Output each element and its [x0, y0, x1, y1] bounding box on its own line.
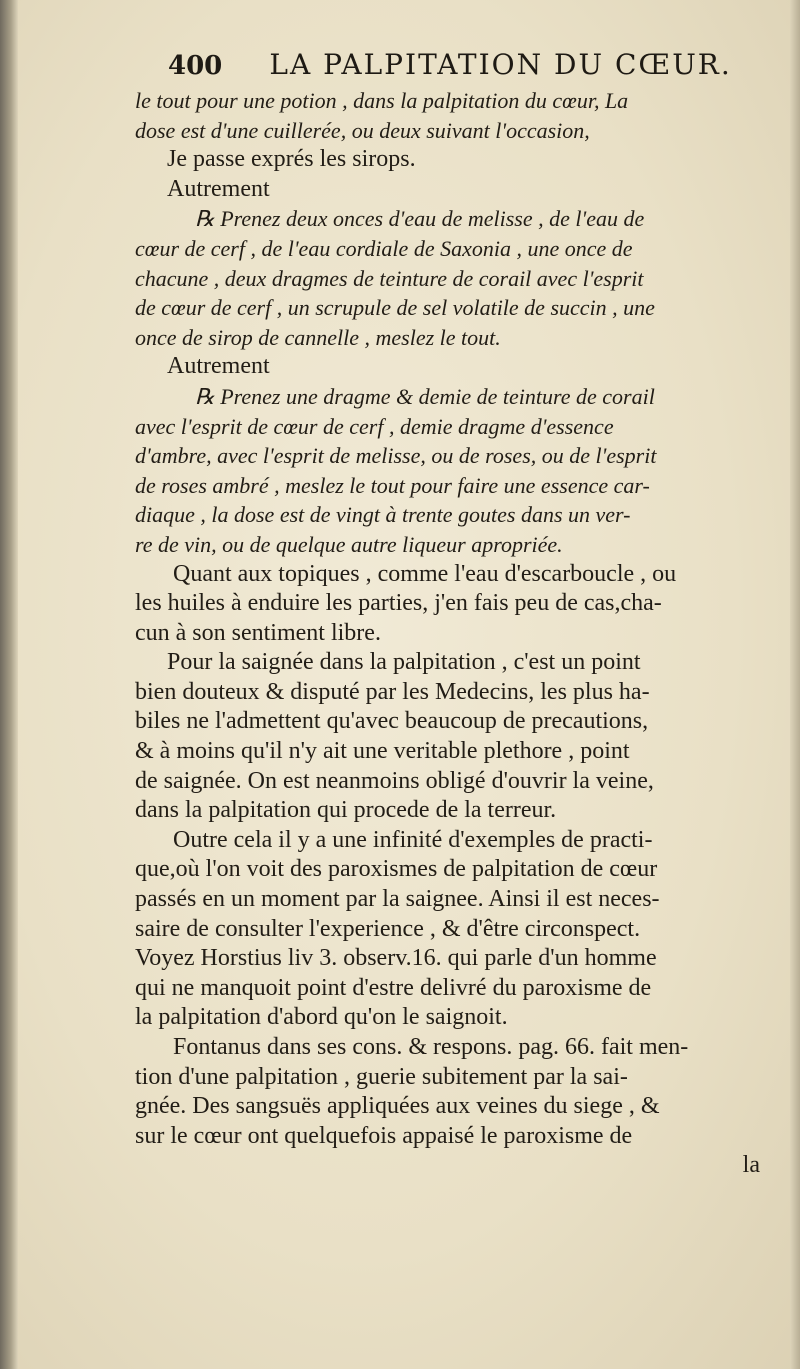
text-line: ℞ Prenez deux onces d'eau de melisse , de l'eau de — [195, 206, 645, 232]
text-line: ℞ Prenez une dragme & demie de teinture de corail — [195, 383, 655, 409]
text-line: d'ambre, avec l'esprit de melisse, ou de roses, ou de l'esprit — [135, 443, 657, 469]
text-line: de saignée. On est neanmoins obligé d'ouvrir la veine, — [135, 767, 654, 794]
text-line: saire de consulter l'experience , & d'être circonspect. — [135, 915, 641, 942]
text-line: passés en un moment par la saignee. Ainsi il est neces- — [135, 886, 660, 913]
page-edge — [790, 0, 800, 1369]
text-line: once de sirop de cannelle , meslez le tout. — [135, 324, 501, 350]
text-line: tion d'une palpitation , guerie subitement par la sai- — [135, 1063, 628, 1090]
text-line: Autrement — [167, 175, 270, 202]
text-line: Autrement — [167, 353, 270, 380]
text-line: Voyez Horstius liv 3. observ.16. qui parle d'un homme — [135, 945, 657, 972]
running-title: LA PALPITATION DU CŒUR. — [269, 48, 732, 81]
text-line: qui ne manquoit point d'estre delivré du paroxisme de — [135, 974, 652, 1001]
page-number: 400 — [168, 51, 223, 81]
text-line: chacune , deux dragmes de teinture de corail avec l'esprit — [135, 265, 644, 291]
text-line: sur le cœur ont quelquefois appaisé le paroxisme de — [135, 1122, 633, 1149]
text-line: Je passe exprés les sirops. — [167, 146, 416, 173]
text-line: re de vin, ou de quelque autre liqueur apropriée. — [135, 531, 563, 557]
text-line: que,où l'on voit des paroxismes de palpitation de cœur — [135, 856, 658, 883]
page-header — [168, 48, 788, 88]
text-line: Quant aux topiques , comme l'eau d'escarboucle , ou — [173, 560, 677, 587]
text-line: bien douteux & disputé par les Medecins, les plus ha- — [135, 678, 650, 705]
text-line: avec l'esprit de cœur de cerf , demie dragme d'essence — [135, 413, 614, 439]
text-line: Pour la saignée dans la palpitation , c'est un point — [167, 649, 641, 676]
text-line: diaque , la dose est de vingt à trente goutes dans un ver- — [135, 502, 631, 528]
body-text — [135, 86, 790, 1181]
text-line: de cœur de cerf , un scrupule de sel volatile de succin , une — [135, 295, 655, 321]
text-line: Outre cela il y a une infinité d'exemples de practi- — [173, 826, 653, 853]
text-line: de roses ambré , meslez le tout pour faire une essence car- — [135, 472, 650, 498]
text-line: cœur de cerf , de l'eau cordiale de Saxonia , une once de — [135, 235, 633, 261]
text-line: les huiles à enduire les parties, j'en fais peu de cas,cha- — [135, 590, 662, 617]
text-line: la palpitation d'abord qu'on le saignoit. — [135, 1004, 508, 1031]
text-line: cun à son sentiment libre. — [135, 619, 381, 646]
page-gutter-shadow — [0, 0, 18, 1369]
text-line: gnée. Des sangsuës appliquées aux veines du siege , & — [135, 1093, 660, 1120]
text-line: le tout pour une potion , dans la palpitation du cœur, La — [135, 88, 629, 113]
text-line: la — [742, 1152, 760, 1179]
text-line: & à moins qu'il n'y ait une veritable plethore , point — [135, 738, 630, 765]
text-line: Fontanus dans ses cons. & respons. pag. 66. fait men- — [173, 1034, 689, 1060]
text-line: biles ne l'admettent qu'avec beaucoup de precautions, — [135, 708, 649, 735]
text-line: dose est d'une cuillerée, ou deux suivant l'occasion, — [135, 117, 590, 143]
text-line: dans la palpitation qui procede de la terreur. — [135, 797, 557, 824]
